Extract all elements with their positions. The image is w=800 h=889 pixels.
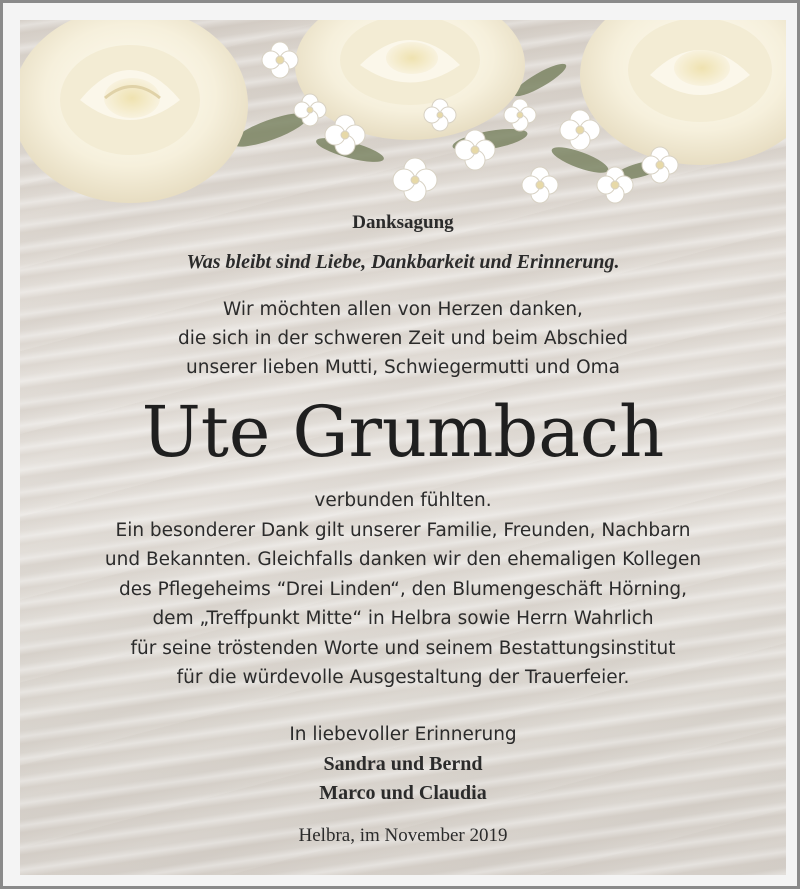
notice-card xyxy=(20,20,786,875)
intro-line: die sich in der schweren Zeit und beim Abschied xyxy=(177,328,629,349)
body-line: und Bekannten. Gleichfalls danken wir den ehemaligen Kollegen xyxy=(104,549,702,570)
notice-heading: Danksagung xyxy=(352,212,454,233)
body-line: für seine tröstenden Worte und seinem Bestattungsinstitut xyxy=(130,637,676,659)
body-line: für die würdevolle Ausgestaltung der Trauerfeier. xyxy=(176,667,630,688)
intro-paragraph xyxy=(20,295,786,382)
body-paragraph xyxy=(20,486,786,693)
closing-line: In liebevoller Erinnerung xyxy=(289,724,517,745)
closing-block xyxy=(20,720,786,809)
body-line: Ein besonderer Dank gilt unserer Familie, Freunden, Nachbarn xyxy=(115,519,691,541)
notice-motto: Was bleibt sind Liebe, Dankbarkeit und Erinnerung. xyxy=(186,251,620,273)
deceased-name: Ute Grumbach xyxy=(141,391,665,473)
signatory-name: Sandra und Bernd xyxy=(323,752,483,775)
intro-line: Wir möchten allen von Herzen danken, xyxy=(223,299,583,320)
roses-decoration-image xyxy=(20,20,786,220)
place-date: Helbra, im November 2019 xyxy=(298,825,508,846)
signatory-name: Marco und Claudia xyxy=(319,782,487,804)
intro-line: unserer lieben Mutti, Schwiegermutti und Oma xyxy=(186,357,620,378)
body-line: des Pflegeheims “Drei Linden“, den Blumengeschäft Hörning, xyxy=(118,578,688,600)
body-line: verbunden fühlten. xyxy=(314,490,492,511)
body-line: dem „Treffpunkt Mitte“ in Helbra sowie Herrn Wahrlich xyxy=(152,608,654,629)
